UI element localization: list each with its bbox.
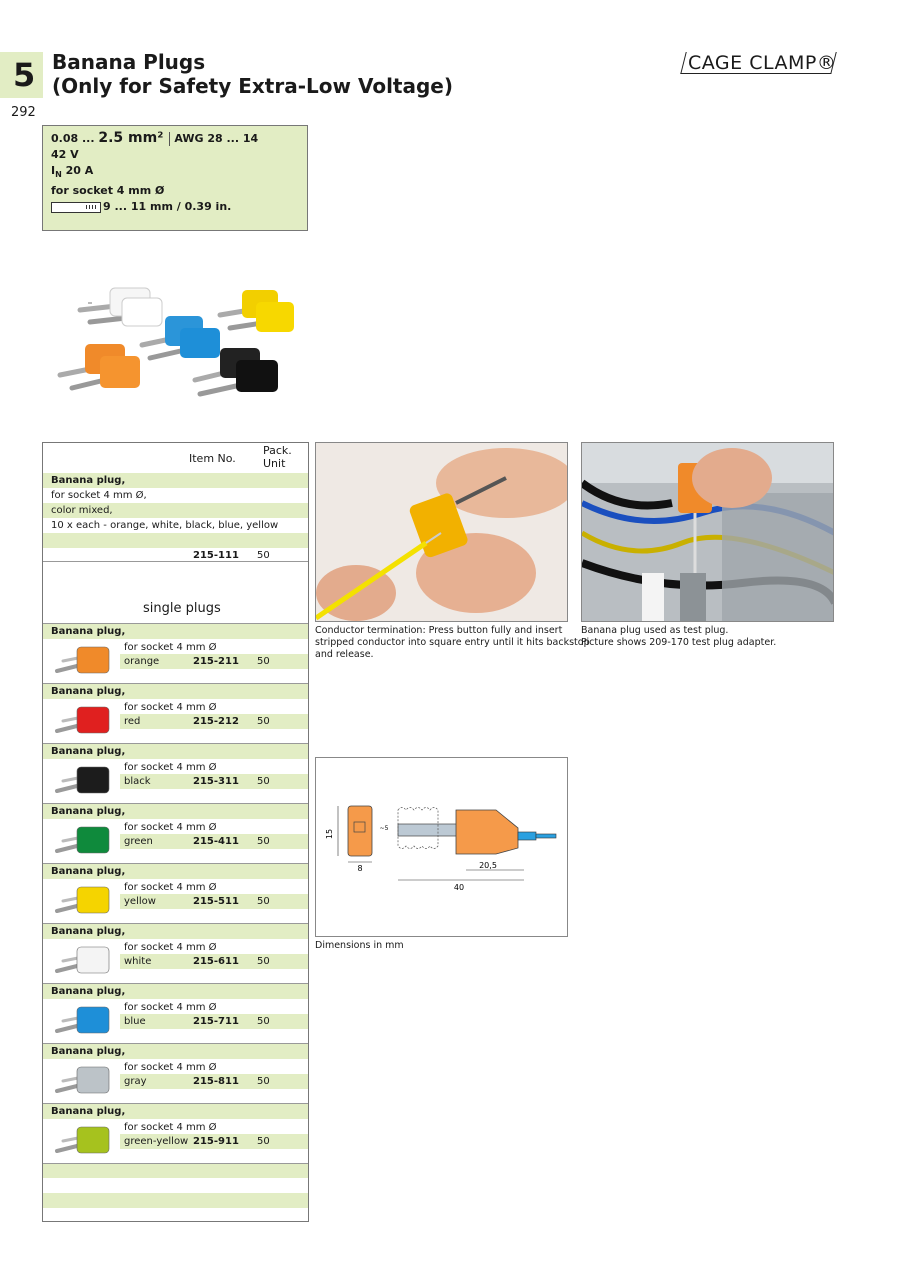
section-divider (43, 561, 308, 562)
plug-detail-row (120, 1134, 308, 1149)
plug-item-no: 215-811 (193, 1076, 239, 1087)
plug-row (43, 1103, 308, 1164)
mixed-blank-row (43, 533, 308, 548)
test-plug-caption-line2: Picture shows 209-170 test plug adapter. (581, 637, 777, 648)
plug-color: yellow (124, 896, 156, 907)
page-title (52, 50, 453, 98)
empty-row (43, 1178, 308, 1193)
plug-color: green (124, 836, 153, 847)
termination-caption-line2: stripped conductor into square entry until it hits backstop (315, 637, 590, 648)
plug-item-no: 215-211 (193, 656, 239, 667)
mixed-item-no: 215-111 (193, 550, 239, 561)
termination-photo (315, 442, 568, 622)
plug-pack: 50 (257, 896, 270, 907)
plug-color: red (124, 716, 141, 727)
plug-pack: 50 (257, 776, 270, 787)
strip-length-icon (51, 202, 101, 213)
dim-total-label: 40 (453, 883, 465, 892)
termination-caption-line3: and release. (315, 649, 374, 660)
cage-clamp-logo: CAGE CLAMP® (688, 52, 837, 74)
dim-body-label: 20,5 (479, 861, 497, 870)
plug-item-no: 215-212 (193, 716, 239, 727)
plug-name: Banana plug, (43, 804, 308, 819)
plug-socket: for socket 4 mm Ø (124, 1122, 217, 1133)
termination-photo-art (316, 443, 568, 622)
plug-color: gray (124, 1076, 147, 1087)
spec-voltage: 42 V (51, 148, 79, 161)
plug-socket: for socket 4 mm Ø (124, 1062, 217, 1073)
plug-item-no: 215-411 (193, 836, 239, 847)
plug-socket: for socket 4 mm Ø (124, 762, 217, 773)
banana-plug-icon (53, 821, 115, 857)
plug-row (43, 803, 308, 864)
plug-detail-row (120, 774, 308, 789)
plug-name: Banana plug, (43, 984, 308, 999)
orange-plug-icon (60, 344, 140, 388)
plug-row (43, 623, 308, 684)
mixed-line2: for socket 4 mm Ø, (51, 490, 147, 501)
banana-plug-icon (53, 701, 115, 737)
plug-socket: for socket 4 mm Ø (124, 822, 217, 833)
plug-pack: 50 (257, 716, 270, 727)
dimensions-caption: Dimensions in mm (315, 940, 404, 951)
plug-row (43, 983, 308, 1044)
mixed-pack: 50 (257, 550, 270, 561)
mixed-name: Banana plug, (43, 473, 308, 488)
plug-name: Banana plug, (43, 924, 308, 939)
plug-color: orange (124, 656, 160, 667)
empty-row (43, 1193, 308, 1208)
plug-detail-row (120, 1074, 308, 1089)
spec-strip-value: 9 ... 11 mm / 0.39 in. (103, 200, 232, 214)
dimension-drawing (315, 757, 568, 937)
plug-detail-row (120, 894, 308, 909)
termination-caption-line1: Conductor termination: Press button fully and insert (315, 625, 563, 636)
plug-socket: for socket 4 mm Ø (124, 942, 217, 953)
plug-detail-row (120, 834, 308, 849)
plug-color: black (124, 776, 151, 787)
empty-row (43, 1163, 308, 1178)
spec-separator (169, 132, 170, 146)
banana-plug-icon (53, 1121, 115, 1157)
dim-small-label: ~5 (379, 825, 389, 832)
plug-pack: 50 (257, 1076, 270, 1087)
white-plug-icon (80, 288, 162, 326)
plug-item-no: 215-611 (193, 956, 239, 967)
page-number: 292 (11, 105, 36, 120)
product-table (42, 442, 309, 1222)
spec-range-value: 2.5 mm² (98, 130, 164, 146)
plug-name: Banana plug, (43, 1044, 308, 1059)
table-header (43, 443, 308, 474)
termination-caption (315, 625, 590, 661)
title-line-1: Banana Plugs (52, 50, 206, 74)
plug-item-no: 215-711 (193, 1016, 239, 1027)
test-plug-caption (581, 625, 776, 649)
test-plug-photo-art (582, 443, 834, 622)
spec-range (51, 130, 307, 147)
plug-row (43, 863, 308, 924)
dimension-drawing-art (316, 758, 567, 936)
banana-plug-icon (53, 1001, 115, 1037)
plug-row (43, 923, 308, 984)
plug-row (43, 743, 308, 804)
plug-item-no: 215-911 (193, 1136, 239, 1147)
plug-pack: 50 (257, 1136, 270, 1147)
title-line-2: (Only for Safety Extra-Low Voltage) (52, 74, 453, 98)
plug-item-no: 215-511 (193, 896, 239, 907)
header-pack-line1: Pack. (263, 444, 292, 457)
spec-box (42, 125, 308, 231)
plug-detail-row (120, 714, 308, 729)
spec-awg: AWG 28 ... 14 (174, 132, 259, 145)
test-plug-caption-line1: Banana plug used as test plug. (581, 625, 729, 636)
plug-color: green-yellow (124, 1136, 189, 1147)
mixed-line4: 10 x each - orange, white, black, blue, yellow (51, 520, 279, 531)
spec-current-sub: N (55, 170, 62, 180)
spec-current (51, 163, 307, 183)
plug-name: Banana plug, (43, 684, 308, 699)
plug-name: Banana plug, (43, 744, 308, 759)
plug-pack: 50 (257, 956, 270, 967)
banana-plug-icon (53, 641, 115, 677)
banana-plug-icon (53, 761, 115, 797)
plug-socket: for socket 4 mm Ø (124, 702, 217, 713)
header-item-no: Item No. (189, 452, 236, 465)
plug-pack: 50 (257, 836, 270, 847)
dim-width-label: 8 (357, 864, 363, 873)
banana-plug-icon (53, 941, 115, 977)
plug-name: Banana plug, (43, 864, 308, 879)
header-pack-line2: Unit (263, 457, 286, 470)
plug-socket: for socket 4 mm Ø (124, 642, 217, 653)
plug-pack: 50 (257, 656, 270, 667)
section-label-single-plugs: single plugs (143, 601, 221, 616)
plug-socket: for socket 4 mm Ø (124, 882, 217, 893)
header-pack-unit (263, 444, 292, 470)
plug-color: blue (124, 1016, 146, 1027)
spec-socket: for socket 4 mm Ø (51, 184, 165, 198)
plug-row (43, 683, 308, 744)
plug-pack: 50 (257, 1016, 270, 1027)
plug-name: Banana plug, (43, 1104, 308, 1119)
spec-current-value: 20 A (65, 164, 94, 177)
spec-range-prefix: 0.08 ... (51, 132, 95, 145)
plug-socket: for socket 4 mm Ø (124, 1002, 217, 1013)
banana-plug-icon (53, 881, 115, 917)
yellow-plug-icon (220, 290, 294, 332)
plug-color: white (124, 956, 152, 967)
plug-detail-row (120, 1014, 308, 1029)
spec-strip (51, 199, 307, 215)
plug-detail-row (120, 954, 308, 969)
banana-plug-icon (53, 1061, 115, 1097)
mixed-plugs-photo (50, 280, 310, 410)
chapter-number: 5 (13, 56, 36, 94)
mixed-line3: color mixed, (43, 503, 308, 518)
plug-item-no: 215-311 (193, 776, 239, 787)
test-plug-photo (581, 442, 834, 622)
dim-height-label: 15 (325, 828, 334, 840)
plug-detail-row (120, 654, 308, 669)
plug-name: Banana plug, (43, 624, 308, 639)
plug-row (43, 1043, 308, 1104)
spec-current-prefix: I (51, 164, 56, 177)
